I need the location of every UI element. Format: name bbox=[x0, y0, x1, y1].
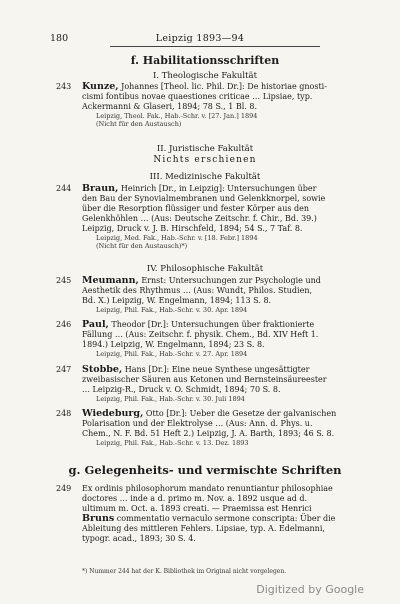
entry-author: Bruns bbox=[82, 513, 115, 524]
entry-author: Meumann, bbox=[82, 275, 139, 286]
entry-line: commentatio vernaculo sermone conscripta: Über die bbox=[116, 514, 336, 523]
entry-248 bbox=[56, 408, 358, 447]
entry-line: Polarisation und der Elektrolyse … (Aus: Ann. d. Phys. u. bbox=[82, 419, 313, 428]
entry-line: Ernst: Untersuchungen zur Psychologie und bbox=[141, 276, 321, 285]
entry-line: Heinrich [Dr., in Leipzig]: Untersuchungen über bbox=[120, 184, 317, 193]
entry-line: Hans [Dr.]: Eine neue Synthese ungesättigter bbox=[124, 365, 310, 374]
entry-note: Leipzig, Phil. Fak., Hab.-Schr. v. 30. Juli 1894 bbox=[96, 395, 245, 403]
entry-line: Leipzig, Druck v. J. B. Hirschfeld, 1894; 54 S., 7 Taf. 8. bbox=[82, 224, 303, 233]
entry-number: 245 bbox=[56, 276, 72, 285]
entry-note: Leipzig, Phil. Fak., Hab.-Schr. v. 13. Dez. 1893 bbox=[96, 439, 249, 447]
entry-line: den Bau der Synovialmembranen und Gelenkknorpel, sowie bbox=[82, 194, 326, 203]
subsection-theology: I. Theologische Fakultät bbox=[152, 71, 257, 81]
entry-247 bbox=[56, 364, 358, 403]
entry-line: Otto [Dr.]: Ueber die Gesetze der galvanischen bbox=[145, 409, 337, 418]
entry-line: Johannes [Theol. lic. Phil. Dr.]: De historiae gnosti- bbox=[121, 82, 327, 91]
entry-line: Chem., N. F. Bd. 51 Heft 2.) Leipzig, J. A. Barth, 1893; 46 S. 8. bbox=[82, 429, 335, 438]
entry-line: Theodor [Dr.]: Untersuchungen über fraktionierte bbox=[111, 320, 315, 329]
entry-note: (Nicht für den Austausch)*) bbox=[96, 242, 188, 250]
entry-note: Leipzig, Phil. Fak., Hab.-Schr. v. 30. Apr. 1894 bbox=[96, 306, 248, 314]
page-header bbox=[50, 33, 350, 45]
entry-number: 249 bbox=[56, 484, 72, 493]
entry-number: 244 bbox=[56, 184, 72, 193]
section-title-f: f. Habilitationsschriften bbox=[130, 54, 280, 67]
subsection-philosophy: IV. Philosophische Fakultät bbox=[146, 264, 264, 274]
entry-author: Paul, bbox=[82, 319, 109, 330]
entry-number: 246 bbox=[56, 320, 72, 329]
entry-author: Kunze, bbox=[82, 81, 119, 92]
entry-line: Gelenkhöhlen … (Aus: Deutsche Zeitschr. f. Chir., Bd. 39.) bbox=[82, 214, 317, 223]
entry-line: … Leipzig-R., Druck v. O. Schmidt, 1894; 70 S. 8. bbox=[82, 385, 281, 394]
entry-note: Leipzig, Phil. Fak., Hab.-Schr. v. 27. Apr. 1894 bbox=[96, 350, 248, 358]
entry-246 bbox=[56, 319, 358, 358]
digitized-by-google-watermark: Digitized by Google bbox=[256, 583, 364, 596]
nichts-erschienen: Nichts erschienen bbox=[153, 155, 257, 165]
footnote: *) Nummer 244 hat der K. Bibliothek im Original nicht vorgelegen. bbox=[82, 568, 287, 575]
entry-244 bbox=[56, 183, 358, 250]
entry-line: Bd. X.) Leipzig, W. Engelmann, 1894; 113 S. 8. bbox=[82, 296, 272, 305]
entry-note: Leipzig, Med. Fak., Hab.-Schr. v. [18. Febr.] 1894 bbox=[96, 234, 258, 242]
entry-line: über die Resorption flüssiger und fester Körper aus den bbox=[82, 204, 310, 213]
entry-243 bbox=[56, 81, 358, 128]
entry-line: ultimum m. Oct. a. 1893 creati. — Praemissa est Henrici bbox=[82, 504, 312, 513]
entry-note: (Nicht für den Austausch) bbox=[96, 120, 182, 128]
entry-245 bbox=[56, 275, 358, 314]
section-title-g: g. Gelegenheits- und vermischte Schriften bbox=[68, 463, 342, 477]
entry-line: zweibasischer Säuren aus Ketonen und Bernsteinsäureester bbox=[82, 375, 327, 384]
running-title: Leipzig 1893—94 bbox=[155, 33, 245, 44]
subsection-medicine: III. Medizinische Fakultät bbox=[149, 172, 261, 182]
page-number: 180 bbox=[50, 33, 69, 44]
entry-author: Stobbe, bbox=[82, 364, 123, 375]
entry-line: doctores … inde a d. primo m. Nov. a. 1892 usque ad d. bbox=[82, 494, 308, 503]
entry-number: 243 bbox=[56, 82, 72, 91]
entry-line: typogr. acad., 1893; 30 S. 4. bbox=[82, 534, 196, 543]
entry-line: Ex ordinis philosophorum mandato renuntiantur philosophiae bbox=[82, 484, 333, 493]
entry-number: 247 bbox=[56, 365, 72, 374]
entry-line: Fällung … (Aus: Zeitschr. f. physik. Chem., Bd. XIV Heft 1. bbox=[82, 330, 319, 339]
entry-line: 1894.) Leipzig, W. Engelmann, 1894; 23 S. 8. bbox=[82, 340, 265, 349]
entry-line: Ableitung des mittleren Fehlers. Lipsiae, typ. A. Edelmanni, bbox=[82, 524, 325, 533]
header-rule bbox=[110, 46, 320, 47]
subsection-law: II. Juristische Fakultät bbox=[156, 144, 254, 154]
entry-note: Leipzig, Theol. Fak., Hab.-Schr. v. [27. Jan.] 1894 bbox=[96, 112, 258, 120]
entry-text bbox=[82, 82, 358, 92]
entry-number: 248 bbox=[56, 409, 72, 418]
entry-line: Ackermanni & Glaseri, 1894; 78 S., 1 Bl. 8. bbox=[82, 102, 258, 111]
entry-249 bbox=[56, 484, 358, 544]
entry-line: Aesthetik des Rhythmus … (Aus: Wundt, Philos. Studien, bbox=[82, 286, 313, 295]
entry-author: Wiedeburg, bbox=[82, 408, 144, 419]
entry-line: cismi fontibus novae quaestiones criticae … Lipsiae, typ. bbox=[82, 92, 313, 101]
entry-author: Braun, bbox=[82, 183, 119, 194]
